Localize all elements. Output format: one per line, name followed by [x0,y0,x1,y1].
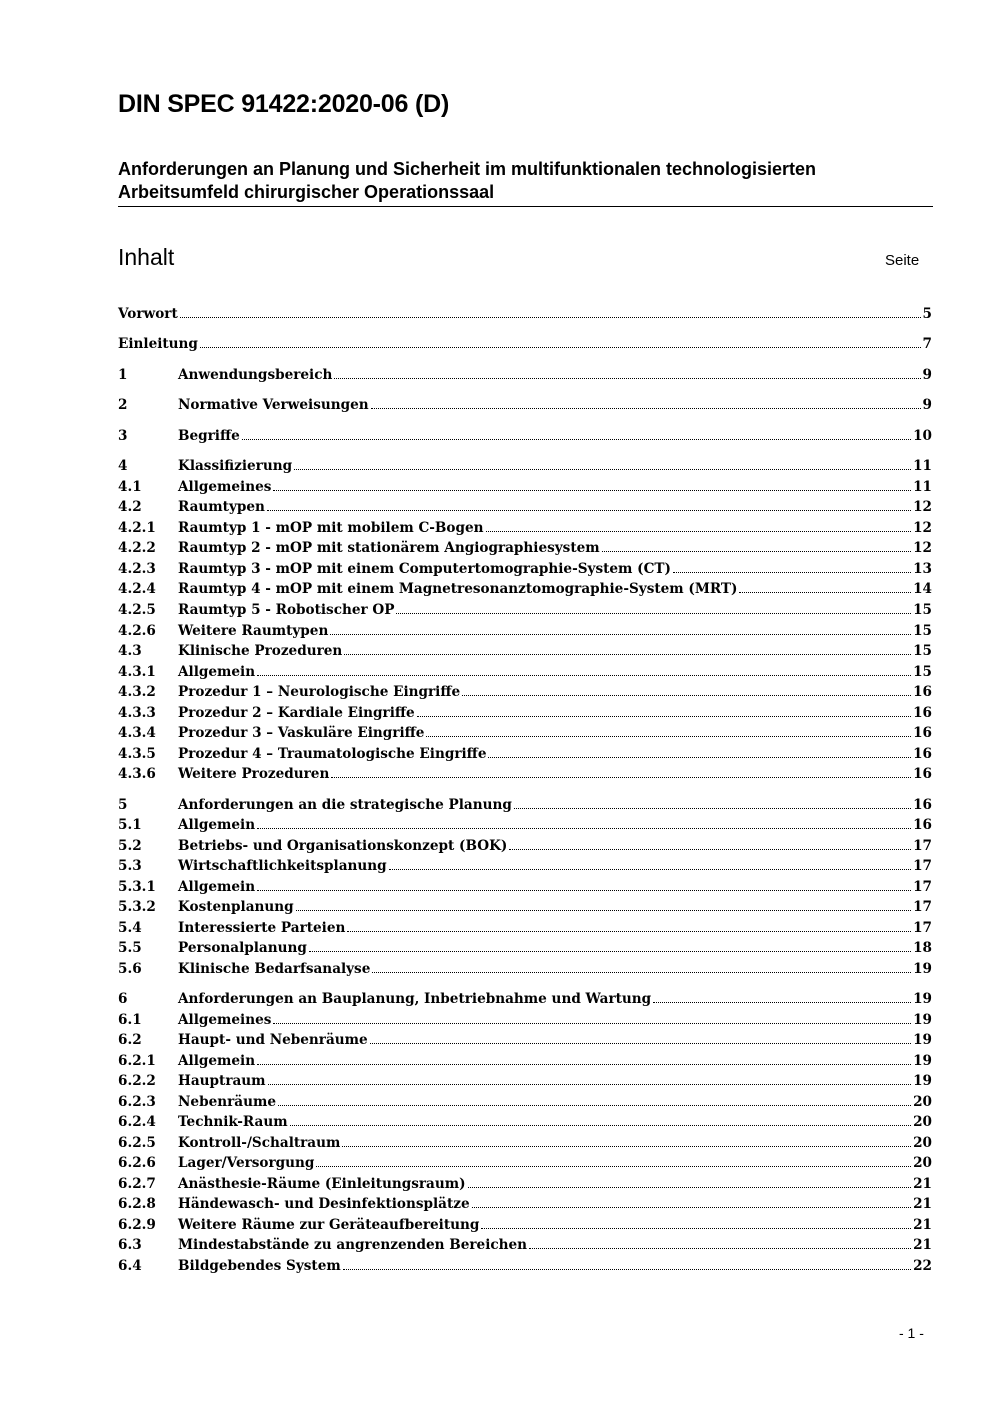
toc-entry-title: Klassifizierung [178,458,293,474]
toc-entry[interactable] [118,1069,932,1089]
toc-entry-page: 19 [913,1032,932,1048]
toc-entry-number: 6.2.7 [118,1176,156,1192]
toc-entry-number: 4 [118,458,128,474]
toc-entry[interactable] [118,1172,932,1192]
toc-entry-title: Hauptraum [178,1073,266,1089]
toc-entry-title: Raumtyp 1 - mOP mit mobilem C-Bogen [178,520,484,536]
toc-entry-title: Betriebs- und Organisationskonzept (BOK) [178,838,508,854]
toc-dot-leader [344,654,911,655]
toc-entry-page: 17 [913,899,932,915]
toc-entry[interactable] [118,1192,932,1212]
toc-entry-number: 6.2.4 [118,1114,156,1130]
toc-entry-number: 5 [118,797,128,813]
toc-entry-page: 15 [913,623,932,639]
toc-entry-title: Allgemeines [178,479,272,495]
toc-entry-title: Mindestabstände zu angrenzenden Bereichen [178,1237,528,1253]
toc-entry[interactable] [118,639,932,659]
toc-dot-leader [653,1002,911,1003]
toc-entry-title: Technik-Raum [178,1114,288,1130]
toc-dot-leader [273,1023,911,1024]
toc-dot-leader [602,551,911,552]
toc-entry-title: Händewasch- und Desinfektionsplätze [178,1196,470,1212]
toc-entry-page: 17 [913,879,932,895]
toc-entry[interactable] [118,1090,932,1110]
toc-entry-number: 4.2.6 [118,623,156,639]
toc-dot-leader [273,490,911,491]
toc-dot-leader [396,613,911,614]
toc-dot-leader [417,716,911,717]
toc-entry[interactable] [118,721,932,741]
toc-entry[interactable] [118,875,932,895]
toc-entry-number: 4.3.5 [118,746,156,762]
toc-entry-title: Raumtypen [178,499,265,515]
toc-heading: Inhalt [118,244,175,270]
toc-entry-number: 4.2.4 [118,581,156,597]
toc-entry-page: 10 [913,428,932,444]
toc-dot-leader [342,1146,911,1147]
toc-entry[interactable] [118,557,932,577]
toc-entry-number: 4.2 [118,499,142,515]
toc-entry-page: 20 [913,1114,932,1130]
toc-entry-number: 6 [118,991,128,1007]
toc-entry-title: Raumtyp 2 - mOP mit stationärem Angiographiesystem [178,540,600,556]
document-title [118,158,933,204]
toc-entry[interactable] [118,1213,932,1233]
toc-entry-number: 6.4 [118,1258,142,1274]
toc-entry[interactable] [118,701,932,721]
toc-entry[interactable] [118,1254,932,1274]
toc-entry[interactable] [118,393,932,413]
toc-entry-number: 4.2.1 [118,520,156,536]
toc-entry-title: Anforderungen an die strategische Planung [178,797,512,813]
toc-entry[interactable] [118,363,932,383]
toc-entry-page: 20 [913,1094,932,1110]
toc-entry-number: 4.3.6 [118,766,156,782]
toc-entry[interactable] [118,834,932,854]
toc-dot-leader [290,1125,911,1126]
toc-entry-title: Einleitung [118,336,198,352]
toc-entry[interactable] [118,577,932,597]
toc-entry[interactable] [118,332,932,352]
toc-entry-number: 3 [118,428,128,444]
toc-entry-number: 4.3.1 [118,664,156,680]
title-divider [118,206,933,207]
toc-entry[interactable] [118,1028,932,1048]
toc-entry-page: 21 [913,1176,932,1192]
toc-entry-page: 20 [913,1135,932,1151]
toc-entry-page: 12 [913,540,932,556]
toc-entry-number: 6.2.9 [118,1217,156,1233]
toc-dot-leader [268,1084,912,1085]
toc-entry-number: 6.3 [118,1237,142,1253]
toc-entry-title: Raumtyp 5 - Robotischer OP [178,602,395,618]
toc-entry-number: 4.3 [118,643,142,659]
toc-entry-page: 19 [913,991,932,1007]
toc-entry-title: Bildgebendes System [178,1258,341,1274]
toc-dot-leader [334,378,920,379]
toc-entry[interactable] [118,536,932,556]
toc-entry-title: Allgemein [178,664,256,680]
toc-entry-title: Anwendungsbereich [178,367,333,383]
toc-entry[interactable] [118,660,932,680]
toc-entry[interactable] [118,619,932,639]
toc-entry-number: 4.1 [118,479,142,495]
toc-entry-title: Wirtschaftlichkeitsplanung [178,858,387,874]
toc-entry[interactable] [118,957,932,977]
toc-entry-number: 6.2 [118,1032,142,1048]
toc-entry-page: 19 [913,1053,932,1069]
toc-entry[interactable] [118,916,932,936]
toc-entry-title: Interessierte Parteien [178,920,346,936]
toc-dot-leader [180,317,921,318]
toc-entry[interactable] [118,475,932,495]
toc-entry[interactable] [118,742,932,762]
toc-entry-title: Normative Verweisungen [178,397,369,413]
toc-entry[interactable] [118,936,932,956]
toc-entry[interactable] [118,302,932,322]
toc-entry-number: 5.3.1 [118,879,156,895]
toc-entry-number: 6.1 [118,1012,142,1028]
toc-entry-page: 20 [913,1155,932,1171]
toc-entry[interactable] [118,987,932,1007]
toc-entry[interactable] [118,516,932,536]
toc-entry-page: 17 [913,838,932,854]
toc-entry-title: Anforderungen an Bauplanung, Inbetriebnahme und Wartung [178,991,652,1007]
toc-entry[interactable] [118,1008,932,1028]
toc-dot-leader [296,910,911,911]
toc-dot-leader [468,1187,912,1188]
toc-entry[interactable] [118,598,932,618]
toc-entry-title: Raumtyp 4 - mOP mit einem Magnetresonanztomographie-System (MRT) [178,581,738,597]
toc-dot-leader [509,849,911,850]
toc-entry[interactable] [118,424,932,444]
toc-entry-title: Klinische Prozeduren [178,643,343,659]
toc-entry-page: 22 [913,1258,932,1274]
toc-entry[interactable] [118,1151,932,1171]
toc-entry-number: 5.5 [118,940,142,956]
toc-dot-leader [331,777,911,778]
toc-entry-number: 4.3.4 [118,725,156,741]
toc-entry-page: 11 [913,479,932,495]
toc-entry-number: 5.3.2 [118,899,156,915]
toc-dot-leader [481,1228,911,1229]
toc-entry-number: 4.3.2 [118,684,156,700]
toc-entry-page: 16 [913,684,932,700]
page-number: - 1 - [899,1325,924,1341]
toc-entry-number: 6.2.3 [118,1094,156,1110]
toc-dot-leader [200,347,921,348]
toc-entry-page: 17 [913,920,932,936]
toc-dot-leader [370,1043,911,1044]
toc-entry-title: Anästhesie-Räume (Einleitungsraum) [178,1176,466,1192]
toc-entry[interactable] [118,793,932,813]
toc-dot-leader [343,1269,911,1270]
toc-dot-leader [389,869,911,870]
toc-dot-leader [514,808,911,809]
toc-entry-page: 19 [913,961,932,977]
toc-entry[interactable] [118,495,932,515]
toc-entry-number: 6.2.1 [118,1053,156,1069]
toc-dot-leader [739,592,911,593]
toc-dot-leader [673,572,911,573]
toc-entry-title: Personalplanung [178,940,307,956]
toc-dot-leader [472,1207,911,1208]
toc-entry-page: 9 [922,397,932,413]
toc-entry-page: 15 [913,602,932,618]
toc-dot-leader [371,408,921,409]
toc-entry-page: 19 [913,1012,932,1028]
toc-entry-page: 17 [913,858,932,874]
toc-dot-leader [330,634,911,635]
toc-entry-title: Nebenräume [178,1094,276,1110]
toc-dot-leader [316,1166,911,1167]
toc-entry[interactable] [118,454,932,474]
toc-entry-page: 16 [913,705,932,721]
toc-entry-page: 16 [913,725,932,741]
toc-entry-title: Prozedur 1 – Neurologische Eingriffe [178,684,461,700]
toc-entry[interactable] [118,1110,932,1130]
toc-entry-number: 2 [118,397,128,413]
document-title-line-2: Arbeitsumfeld chirurgischer Operationssaal [118,182,495,202]
toc-dot-leader [372,972,911,973]
toc-entry-page: 16 [913,766,932,782]
toc-entry-number: 1 [118,367,128,383]
toc-entry-number: 4.2.5 [118,602,156,618]
toc-dot-leader [278,1105,911,1106]
toc-entry[interactable] [118,1049,932,1069]
toc-entry-title: Raumtyp 3 - mOP mit einem Computertomographie-System (CT) [178,561,671,577]
toc-entry-title: Allgemein [178,1053,256,1069]
toc-dot-leader [242,439,911,440]
toc-entry-number: 5.1 [118,817,142,833]
toc-dot-leader [257,828,911,829]
toc-entry-title: Allgemein [178,817,256,833]
toc-dot-leader [257,675,911,676]
toc-entry-title: Begriffe [178,428,240,444]
toc-entry-page: 12 [913,520,932,536]
toc-entry-title: Prozedur 4 – Traumatologische Eingriffe [178,746,487,762]
toc-entry-page: 21 [913,1217,932,1233]
toc-dot-leader [529,1248,911,1249]
toc-entry-title: Lager/Versorgung [178,1155,315,1171]
toc-entry-title: Prozedur 2 – Kardiale Eingriffe [178,705,415,721]
toc-entry-page: 16 [913,746,932,762]
toc-entry-number: 5.4 [118,920,142,936]
toc-entry-title: Allgemeines [178,1012,272,1028]
toc-entry-page: 5 [922,306,932,322]
toc-entry-number: 5.2 [118,838,142,854]
toc-entry-page: 11 [913,458,932,474]
toc-entry-number: 4.3.3 [118,705,156,721]
toc-entry-page: 15 [913,643,932,659]
toc-entry-page: 16 [913,797,932,813]
toc-dot-leader [257,1064,911,1065]
toc-entry-title: Weitere Räume zur Geräteaufbereitung [178,1217,480,1233]
toc-dot-leader [267,510,911,511]
toc-entry[interactable] [118,1233,932,1253]
toc-dot-leader [426,736,911,737]
document-id: DIN SPEC 91422:2020-06 (D) [118,90,450,118]
toc-entry-page: 19 [913,1073,932,1089]
toc-entry-page: 16 [913,817,932,833]
toc-entry-page: 21 [913,1196,932,1212]
toc-entry-number: 6.2.5 [118,1135,156,1151]
toc-entry-page: 7 [922,336,932,352]
toc-dot-leader [462,695,911,696]
toc-entry-number: 5.6 [118,961,142,977]
toc-dot-leader [488,757,911,758]
toc-entry-title: Weitere Raumtypen [178,623,329,639]
toc-entry-page: 21 [913,1237,932,1253]
toc-entry-title: Haupt- und Nebenräume [178,1032,368,1048]
toc-entry[interactable] [118,1131,932,1151]
toc-entry[interactable] [118,680,932,700]
toc-dot-leader [486,531,912,532]
toc-entry-title: Weitere Prozeduren [178,766,330,782]
toc-entry-page: 18 [913,940,932,956]
toc-entry[interactable] [118,895,932,915]
toc-entry-title: Kontroll-/Schaltraum [178,1135,341,1151]
toc-page-column-heading: Seite [885,252,920,269]
toc-entry-number: 5.3 [118,858,142,874]
toc-dot-leader [347,931,911,932]
toc-dot-leader [294,469,911,470]
toc-entry-page: 15 [913,664,932,680]
toc-entry-title: Vorwort [118,306,178,322]
toc-entry-number: 4.2.3 [118,561,156,577]
toc-entry-title: Klinische Bedarfsanalyse [178,961,371,977]
toc-entry-number: 4.2.2 [118,540,156,556]
toc-entry-page: 14 [913,581,932,597]
toc-entry-number: 6.2.8 [118,1196,156,1212]
toc-entry-title: Kostenplanung [178,899,294,915]
toc-entry[interactable] [118,762,932,782]
toc-entry-title: Allgemein [178,879,256,895]
toc-entry-number: 6.2.2 [118,1073,156,1089]
toc-entry-page: 9 [922,367,932,383]
toc-entry-page: 12 [913,499,932,515]
toc-entry-number: 6.2.6 [118,1155,156,1171]
toc-dot-leader [309,951,911,952]
toc-entry-page: 13 [913,561,932,577]
toc-dot-leader [257,890,911,891]
document-title-line-1: Anforderungen an Planung und Sicherheit im multifunktionalen technologisierten [118,159,817,179]
toc-entry[interactable] [118,854,932,874]
toc-entry[interactable] [118,813,932,833]
toc-entry-title: Prozedur 3 – Vaskuläre Eingriffe [178,725,425,741]
